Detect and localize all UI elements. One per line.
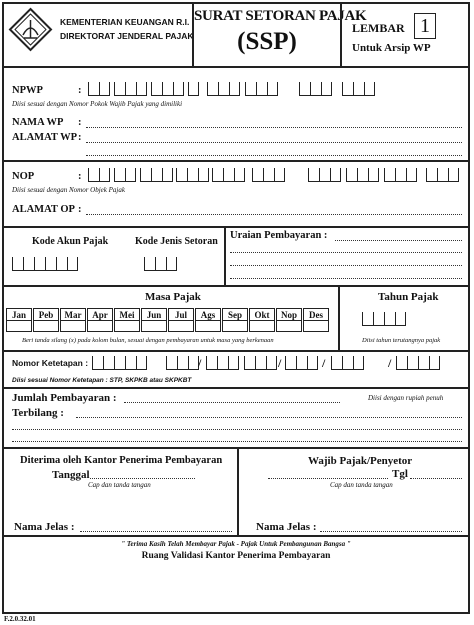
masa-pajak-label: Masa Pajak: [145, 291, 201, 303]
nop-digit-box[interactable]: [198, 168, 209, 182]
tahun-pajak-group[interactable]: [362, 312, 406, 327]
nop-digit-box[interactable]: [357, 168, 368, 182]
uraian-field[interactable]: [335, 240, 462, 241]
nop-digit-box[interactable]: [114, 168, 125, 182]
nop-group[interactable]: [426, 168, 459, 183]
npwp-digit-box[interactable]: [218, 82, 229, 96]
month-column-jan[interactable]: [6, 308, 33, 332]
right-nama-jelas-label: Nama Jelas :: [256, 521, 317, 533]
ministry-logo: [8, 7, 53, 52]
nomor-ketetapan-digit-box[interactable]: [114, 356, 125, 370]
nop-group[interactable]: [176, 168, 209, 183]
nop-group[interactable]: [212, 168, 245, 183]
right-nama-jelas-field[interactable]: [320, 531, 462, 532]
month-checkbox[interactable]: [60, 321, 86, 332]
month-label: Jul: [168, 308, 194, 321]
tgl-field[interactable]: [410, 478, 462, 479]
kode-akun-digit-box[interactable]: [34, 257, 45, 271]
tahun-pajak-digit-box[interactable]: [395, 312, 406, 326]
nop-group[interactable]: [140, 168, 173, 183]
masa-pajak-note: Beri tanda silang (x) pada kolom bulan, sesuai dengan pembayaran untuk masa yang berkenaan: [22, 337, 274, 344]
nama-wp-field[interactable]: [86, 127, 462, 128]
nomor-ketetapan-group[interactable]: [206, 356, 239, 371]
nop-digit-box[interactable]: [308, 168, 319, 182]
tahun-pajak-digit-box[interactable]: [373, 312, 384, 326]
kode-akun-digit-box[interactable]: [67, 257, 78, 271]
nop-digit-box[interactable]: [176, 168, 187, 182]
nomor-ketetapan-group[interactable]: [285, 356, 318, 371]
month-checkbox[interactable]: [6, 321, 32, 332]
nop-digit-box[interactable]: [187, 168, 198, 182]
nop-digit-box[interactable]: [368, 168, 379, 182]
kode-akun-group[interactable]: [12, 257, 78, 272]
terbilang-field[interactable]: [76, 417, 462, 418]
nomor-ketetapan-digit-box[interactable]: [206, 356, 217, 370]
kode-jenis-group[interactable]: [144, 257, 177, 272]
jumlah-pembayaran-field[interactable]: [124, 402, 340, 403]
npwp-group[interactable]: [245, 82, 278, 97]
terbilang-label: Terbilang :: [12, 407, 64, 419]
nomor-ketetapan-digit-box[interactable]: [353, 356, 364, 370]
lembar-label: LEMBAR: [352, 21, 405, 35]
month-label: Mei: [114, 308, 140, 321]
nop-digit-box[interactable]: [234, 168, 245, 182]
month-label: Jun: [141, 308, 167, 321]
month-label: Apr: [87, 308, 113, 321]
nop-digit-box[interactable]: [346, 168, 357, 182]
nomor-ketetapan-digit-box[interactable]: [177, 356, 188, 370]
ketetapan-separator: /: [198, 356, 202, 370]
nop-group[interactable]: [346, 168, 379, 183]
nomor-ketetapan-digit-box[interactable]: [228, 356, 239, 370]
nomor-ketetapan-group[interactable]: [244, 356, 277, 371]
month-label: Jan: [6, 308, 32, 321]
kode-akun-digit-box[interactable]: [56, 257, 67, 271]
npwp-digit-box[interactable]: [99, 82, 110, 96]
month-grid[interactable]: [6, 308, 330, 332]
nomor-ketetapan-digit-box[interactable]: [136, 356, 147, 370]
uraian-field-line2[interactable]: [230, 252, 462, 253]
month-checkbox[interactable]: [195, 321, 221, 332]
nomor-ketetapan-note: Diisi sesuai Nomor Ketetapan : STP, SKPKB atau SKPKBT: [12, 377, 192, 384]
nomor-ketetapan-digit-box[interactable]: [331, 356, 342, 370]
ministry-name: KEMENTERIAN KEUANGAN R.I.: [60, 17, 190, 27]
nomor-ketetapan-digit-box[interactable]: [396, 356, 407, 370]
nop-digit-box[interactable]: [448, 168, 459, 182]
nop-digit-box[interactable]: [212, 168, 223, 182]
nop-digit-box[interactable]: [252, 168, 263, 182]
nomor-ketetapan-digit-box[interactable]: [418, 356, 429, 370]
terbilang-field-line2[interactable]: [12, 429, 462, 430]
left-nama-jelas-label: Nama Jelas :: [14, 521, 75, 533]
tahun-pajak-label: Tahun Pajak: [378, 291, 439, 303]
nomor-ketetapan-digit-box[interactable]: [244, 356, 255, 370]
month-label: Mar: [60, 308, 86, 321]
lembar-number-box: 1: [414, 13, 436, 39]
alamat-wp-field[interactable]: [86, 142, 462, 143]
nop-digit-box[interactable]: [88, 168, 99, 182]
nomor-ketetapan-group[interactable]: [166, 356, 202, 371]
nop-note: Diisi sesuai dengan Nomor Objek Pajak: [12, 186, 125, 194]
month-checkbox[interactable]: [276, 321, 302, 332]
month-checkbox[interactable]: [114, 321, 140, 332]
month-checkbox[interactable]: [168, 321, 194, 332]
nop-digit-box[interactable]: [319, 168, 330, 182]
ketetapan-separator: /: [278, 356, 282, 370]
nomor-ketetapan-digit-box[interactable]: [307, 356, 318, 370]
nomor-ketetapan-group[interactable]: [396, 356, 440, 371]
npwp-digit-box[interactable]: [342, 82, 353, 96]
month-label: Nop: [276, 308, 302, 321]
npwp-digit-box[interactable]: [151, 82, 162, 96]
month-column-apr[interactable]: [87, 308, 114, 332]
month-column-jun[interactable]: [141, 308, 168, 332]
nomor-ketetapan-digit-box[interactable]: [92, 356, 103, 370]
npwp-group[interactable]: [188, 82, 199, 97]
nop-digit-box[interactable]: [437, 168, 448, 182]
nop-digit-box[interactable]: [125, 168, 136, 182]
lembar-note: Untuk Arsip WP: [352, 42, 431, 54]
alamat-wp-field-line2[interactable]: [86, 155, 462, 156]
tahun-pajak-digit-box[interactable]: [384, 312, 395, 326]
nop-digit-box[interactable]: [395, 168, 406, 182]
month-column-peb[interactable]: [33, 308, 60, 332]
tgl-label: Tgl: [392, 468, 408, 480]
npwp-label: NPWP: [12, 85, 43, 96]
nomor-ketetapan-digit-box[interactable]: [266, 356, 277, 370]
kantor-penerima-title: Diterima oleh Kantor Penerima Pembayaran: [20, 455, 223, 466]
nop-digit-box[interactable]: [384, 168, 395, 182]
npwp-digit-box[interactable]: [245, 82, 256, 96]
npwp-digit-box[interactable]: [310, 82, 321, 96]
npwp-group[interactable]: [114, 82, 147, 97]
nop-digit-box[interactable]: [263, 168, 274, 182]
month-checkbox[interactable]: [222, 321, 248, 332]
nop-digit-box[interactable]: [330, 168, 341, 182]
npwp-digit-box[interactable]: [188, 82, 199, 96]
alamat-op-label: ALAMAT OP: [12, 204, 75, 215]
npwp-digit-box[interactable]: [321, 82, 332, 96]
uraian-label: Uraian Pembayaran :: [230, 230, 328, 241]
nop-group[interactable]: [384, 168, 417, 183]
month-column-ags[interactable]: [195, 308, 222, 332]
terbilang-field-line3[interactable]: [12, 441, 462, 442]
nomor-ketetapan-digit-box[interactable]: [103, 356, 114, 370]
month-column-mei[interactable]: [114, 308, 141, 332]
month-column-sep[interactable]: [222, 308, 249, 332]
nomor-ketetapan-label: Nomor Ketetapan :: [12, 358, 89, 368]
npwp-digit-box[interactable]: [256, 82, 267, 96]
nop-digit-box[interactable]: [406, 168, 417, 182]
month-label: Des: [303, 308, 329, 321]
month-column-mar[interactable]: [60, 308, 87, 332]
uraian-field-line3[interactable]: [230, 265, 462, 266]
month-column-okt[interactable]: [249, 308, 276, 332]
month-checkbox[interactable]: [33, 321, 59, 332]
left-stamp-note: Cap dan tanda tangan: [88, 481, 151, 489]
month-label: Sep: [222, 308, 248, 321]
nop-group[interactable]: [308, 168, 341, 183]
tahun-pajak-note: Diisi tahun terutangnya pajak: [362, 337, 441, 344]
npwp-group[interactable]: [88, 82, 110, 97]
tgl-place-field[interactable]: [268, 478, 388, 479]
nomor-ketetapan-digit-box[interactable]: [285, 356, 296, 370]
nop-group[interactable]: [252, 168, 285, 183]
npwp-group[interactable]: [207, 82, 240, 97]
npwp-note: Diisi sesuai dengan Nomor Pokok Wajib Pajak yang dimiliki: [12, 100, 183, 108]
month-label: Peb: [33, 308, 59, 321]
nop-group[interactable]: [88, 168, 110, 183]
validation-area-label: Ruang Validasi Kantor Penerima Pembayaran: [141, 551, 331, 561]
month-checkbox[interactable]: [141, 321, 167, 332]
nomor-ketetapan-digit-box[interactable]: [342, 356, 353, 370]
jumlah-pembayaran-label: Jumlah Pembayaran :: [12, 392, 117, 404]
npwp-digit-box[interactable]: [125, 82, 136, 96]
nop-digit-box[interactable]: [162, 168, 173, 182]
nomor-ketetapan-digit-box[interactable]: [166, 356, 177, 370]
form-code: F.2.0.32.01: [4, 615, 36, 623]
nomor-ketetapan-digit-box[interactable]: [429, 356, 440, 370]
nama-wp-label: NAMA WP: [12, 117, 64, 128]
alamat-op-field[interactable]: [86, 214, 462, 215]
right-stamp-note: Cap dan tanda tangan: [330, 481, 393, 489]
form-title-abbrev: (SSP): [237, 28, 297, 55]
nop-group[interactable]: [114, 168, 136, 183]
npwp-digit-box[interactable]: [162, 82, 173, 96]
npwp-digit-box[interactable]: [353, 82, 364, 96]
month-checkbox[interactable]: [303, 321, 329, 332]
npwp-digit-box[interactable]: [136, 82, 147, 96]
thanks-message: " Terima Kasih Telah Membayar Pajak - Pajak Untuk Pembangunan Bangsa ": [121, 540, 351, 548]
nomor-ketetapan-digit-box[interactable]: [407, 356, 418, 370]
nop-digit-box[interactable]: [140, 168, 151, 182]
month-column-jul[interactable]: [168, 308, 195, 332]
kode-jenis-label: Kode Jenis Setoran: [135, 236, 218, 247]
kode-akun-digit-box[interactable]: [12, 257, 23, 271]
form-title: SURAT SETORAN PAJAK: [194, 8, 367, 24]
kode-jenis-digit-box[interactable]: [144, 257, 155, 271]
alamat-wp-label: ALAMAT WP: [12, 132, 78, 143]
wajib-pajak-title: Wajib Pajak/Penyetor: [308, 455, 413, 467]
month-label: Okt: [249, 308, 275, 321]
kode-akun-digit-box[interactable]: [45, 257, 56, 271]
npwp-digit-box[interactable]: [299, 82, 310, 96]
month-checkbox[interactable]: [87, 321, 113, 332]
npwp-group[interactable]: [342, 82, 375, 97]
npwp-digit-box[interactable]: [114, 82, 125, 96]
nomor-ketetapan-digit-box[interactable]: [125, 356, 136, 370]
kode-akun-digit-box[interactable]: [23, 257, 34, 271]
month-column-des[interactable]: [303, 308, 330, 332]
nomor-ketetapan-group[interactable]: [92, 356, 147, 371]
tanggal-label: Tanggal: [52, 469, 90, 481]
tahun-pajak-digit-box[interactable]: [362, 312, 373, 326]
nop-digit-box[interactable]: [274, 168, 285, 182]
nop-digit-box[interactable]: [99, 168, 110, 182]
nop-label: NOP: [12, 171, 35, 182]
kode-akun-label: Kode Akun Pajak: [32, 236, 109, 247]
npwp-digit-box[interactable]: [207, 82, 218, 96]
npwp-group[interactable]: [151, 82, 184, 97]
nomor-ketetapan-digit-box[interactable]: [217, 356, 228, 370]
kode-jenis-digit-box[interactable]: [166, 257, 177, 271]
nomor-ketetapan-digit-box[interactable]: [255, 356, 266, 370]
jumlah-note: Diisi dengan rupiah penuh: [368, 394, 444, 402]
npwp-digit-box[interactable]: [88, 82, 99, 96]
uraian-field-line4[interactable]: [230, 278, 462, 279]
nop-digit-box[interactable]: [426, 168, 437, 182]
nop-digit-box[interactable]: [223, 168, 234, 182]
nomor-ketetapan-group[interactable]: [331, 356, 364, 371]
npwp-digit-box[interactable]: [267, 82, 278, 96]
left-nama-jelas-field[interactable]: [80, 531, 232, 532]
npwp-digit-box[interactable]: [229, 82, 240, 96]
tanggal-field[interactable]: [90, 478, 195, 479]
directorate-name: DIREKTORAT JENDERAL PAJAK: [60, 31, 194, 41]
nomor-ketetapan-digit-box[interactable]: [296, 356, 307, 370]
month-column-nop[interactable]: [276, 308, 303, 332]
nop-digit-box[interactable]: [151, 168, 162, 182]
npwp-group[interactable]: [299, 82, 332, 97]
kode-jenis-digit-box[interactable]: [155, 257, 166, 271]
month-label: Ags: [195, 308, 221, 321]
ketetapan-separator: /: [388, 356, 392, 370]
npwp-digit-box[interactable]: [364, 82, 375, 96]
month-checkbox[interactable]: [249, 321, 275, 332]
ketetapan-separator: /: [322, 356, 326, 370]
npwp-digit-box[interactable]: [173, 82, 184, 96]
